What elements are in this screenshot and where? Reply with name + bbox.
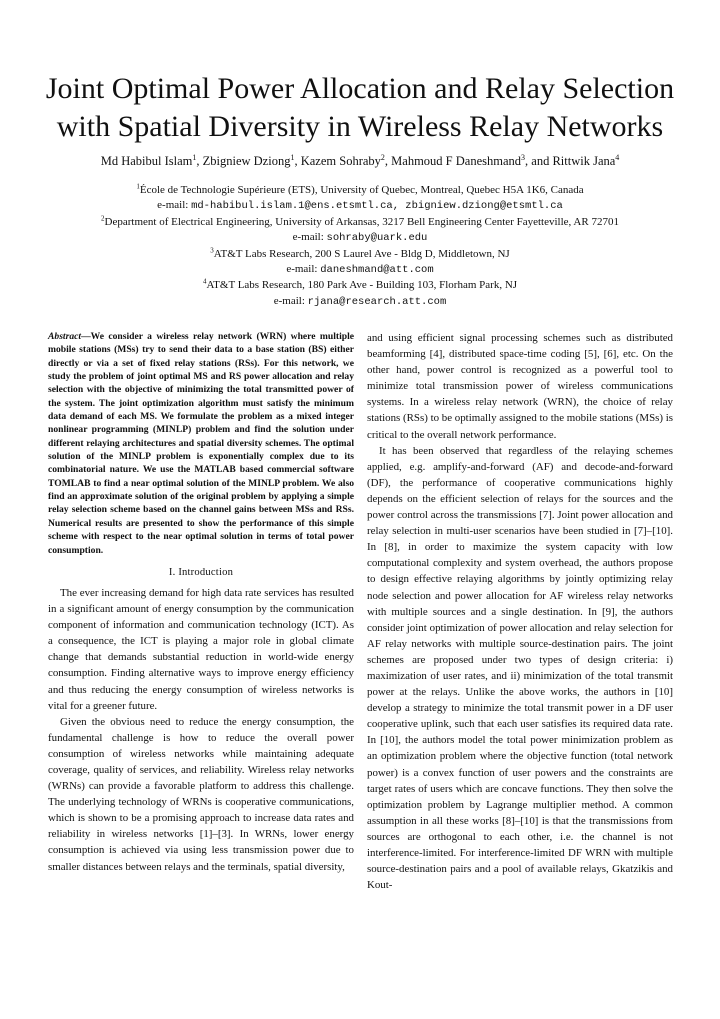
affiliation: $^2$Department of Electrical Engineering, University of Arkansas, 3217 Bell Engineering Center Fayetteville, AR 72701 (101, 214, 619, 228)
author: Md Habibul Islam$^1$ (100, 152, 197, 168)
paper-title (30, 70, 690, 146)
paragraph: Given the obvious need to reduce the energy consumption, the fundamental challenge is how to reduce the overall power consumption of wireless networks while maintaining adequate coverage, quality of services, and reliability. Wireless relay networks (WRNs) can provide a favorable platform to address this challenge. The underlying technology of WRNs is cooperative communications, which is shown to be a promising approach to increase data rates and reliability in wireless networks [1]–[3]. In WRNs, lower energy consumption is achieved via using less transmission power due to smaller distances between relays and the terminals, spatial diversity, (48, 715, 354, 873)
affiliation-email: e-mail: md-habibul.islam.1@ens.etsmtl.ca, zbigniew.dziong@etsmtl.ca (157, 199, 563, 213)
affiliations (20, 183, 700, 310)
author: Zbigniew Dziong$^1$ (202, 152, 295, 168)
affiliation: $^3$AT&T Labs Research, 200 S Laurel Ave - Bldg D, Middletown, NJ (210, 245, 510, 260)
section-heading-introduction: I. Introduction (168, 566, 234, 578)
paragraph: The ever increasing demand for high data rate services has resulted in a significant amount of energy consumption by the communication component of information and communication technology (ICT). As a consequence, the ICT is playing a major role in global climate change that demands substantial reduction in world-wide energy consumption. Finding alternative ways to improve energy efficiency and thus reducing the energy consumption of wireless networks is vital for a greener future. (48, 586, 354, 712)
author: Mahmoud F Daneshmand$^3$ (391, 152, 526, 168)
email-link[interactable]: sohraby@uark.edu (326, 232, 428, 245)
email-link[interactable]: rjana@research.att.com (307, 295, 447, 308)
affiliation: $^1$École de Technologie Supérieure (ETS), University of Quebec, Montreal, Quebec H5A 1K6, Canada (136, 182, 584, 196)
title-line-2: with Spatial Diversity in Wireless Relay Networks (56, 110, 664, 143)
affiliation-email: e-mail: sohraby@uark.edu (292, 231, 428, 245)
affiliation-email: e-mail: rjana@research.att.com (273, 294, 447, 308)
affiliation-email: e-mail: daneshmand@att.com (286, 263, 434, 277)
right-column (367, 330, 673, 893)
affiliation: $^4$AT&T Labs Research, 180 Park Ave - Building 103, Florham Park, NJ (202, 277, 518, 292)
paragraph: and using efficient signal processing schemes such as distributed beamforming [4], distributed space-time coding [5], [6], etc. On the other hand, power control is recognized as a powerful tool to minimize total transmission power of wireless communications systems. In a wireless relay network (WRN), the choice of relay stations (RSs) to be optimally assigned to the mobile stations (MSs) is critical to the overall network performance. (367, 332, 673, 441)
abstract (48, 330, 354, 557)
paragraph: It has been observed that regardless of the relaying schemes applied, e.g. amplify-and-forward (AF) and decode-and-forward (DF), the performance of cooperative communications highly depends on the efficient selection of relays for the sources and the power control across the transmissions [7]. Joint power allocation and relay selection in multi-user scenarios have been studied in [7]–[10]. In [8], in order to maximize the system capacity with low computational complexity and system overhead, the authors propose to design effective relaying algorithms by jointly optimizing relay node selection and power allocation for AF wireless relay networks with multiple sources and a single destination. In [9], the authors consider joint optimization of power allocation and relay selection for AF relay networks with multiple source-destination pairs. The joint schemes are proposed under two types of design criteria: i) maximization of user rates, and ii) minimization of the total transmit power at the relays. Unlike the above works, the authors in [10] develop a strategy to minimize the total transmit power in a DF user cooperative uplink, such that each user satisfies its required data rate. In [10], the authors model the total power minimization problem as an optimization problem where the objective function (total network power) is a convex function of user powers and the constraints are target rates of users which are concave functions. They then solve the optimization problem by Lagrange multiplier method. A common assumption in all these works [8]–[10] is that the transmissions from sources are orthogonal to each other, i.e. the channel is not interference-limited. For interference-limited DF WRN with multiple source-destination pairs and a pool of available relays, Gkatzikis and Kout- (367, 444, 673, 892)
author-list: Md Habibul Islam$^1$, Zbigniew Dziong$^1$, Kazem Sohraby$^2$, Mahmoud F Daneshmand$^3$, and Rittwik Jana$^4$ (100, 152, 620, 168)
abstract-label: Abstract (48, 331, 82, 342)
email-link[interactable]: daneshmand@att.com (320, 264, 434, 277)
abstract-text: —We consider a wireless relay network (WRN) where multiple mobile stations (MSs) try to send their data to a base station (BS) either directly or via a set of fixed relay stations (RSs). For this network, we study the problem of joint optimal MS and RS power allocation and relay selection with the objective of minimizing the total transmitted power of the system. The joint optimization algorithm must satisfy the minimum data demand of each MS. We formulate the problem as a mixed integer nonlinear programming (MINLP) problem and find the solution under different relaying architectures and spatial diversity schemes. The optimal solution of the MINLP problem is exponentially complex due to its combinatorial nature. We use the MATLAB based commercial software TOMLAB to find a near optimal solution of the MINLP problem. We also find an approximate solution of the original problem by applying a simple relay selection scheme based on the channel gains between MSs and RSs. Numerical results are presented to show the performance of this simple scheme with respect to the near optimal solution in terms of total power consumption. (48, 331, 354, 556)
left-column (48, 330, 354, 875)
author: Rittwik Jana$^4$ (552, 152, 620, 168)
title-line-1: Joint Optimal Power Allocation and Relay Selection (45, 72, 675, 105)
email-link[interactable]: md-habibul.islam.1@ens.etsmtl.ca, zbigniew.dziong@etsmtl.ca (191, 200, 563, 213)
author: Kazem Sohraby$^2$ (300, 152, 385, 168)
